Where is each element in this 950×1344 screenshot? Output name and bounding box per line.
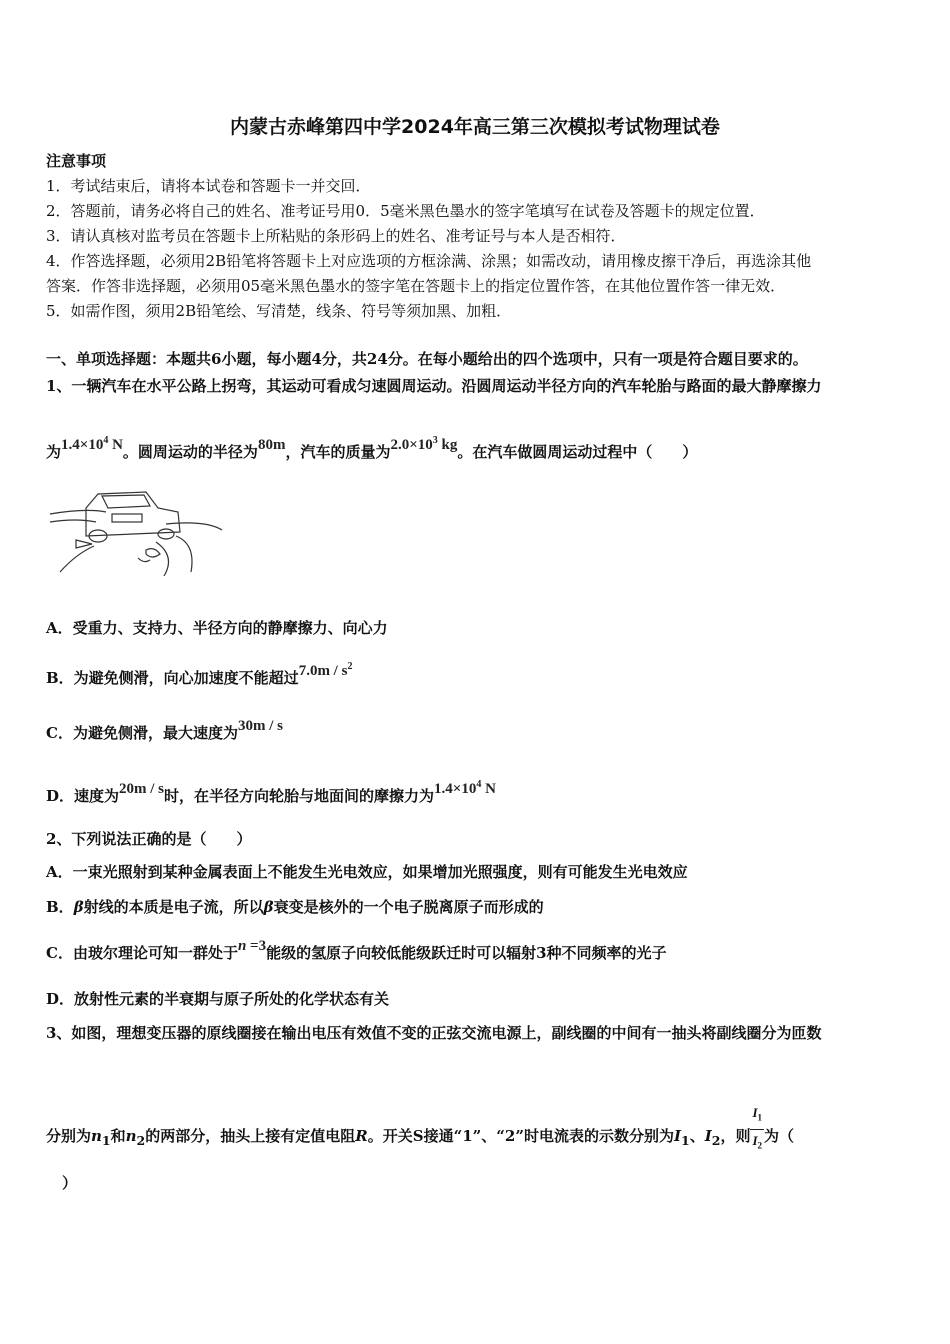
- q1-stem-line2: [46, 435, 698, 464]
- math-exp: 4: [103, 435, 109, 446]
- q3-var: n: [125, 1127, 137, 1146]
- q1-optd-speed: 20m / s: [119, 781, 165, 797]
- frac-var: I: [752, 1132, 758, 1148]
- notice-item: 4．作答选择题，必须用2B铅笔将答题卡上对应选项的方框涂满、涂黑；如需改动，请用橡皮擦干净后，再选涂其他: [46, 252, 812, 270]
- beta-symbol: β: [263, 898, 274, 916]
- q1-force-value: [61, 437, 123, 453]
- q1-text: ，汽车的质量为: [285, 443, 391, 461]
- q3-close-paren: ）: [62, 1174, 78, 1192]
- q1-mass-value: [390, 437, 457, 453]
- frac-var: I: [752, 1105, 758, 1120]
- q1-text: 为: [46, 443, 62, 461]
- q3-sub: 2: [136, 1133, 146, 1149]
- math-unit: N: [481, 781, 496, 797]
- q3-sub: 2: [711, 1133, 721, 1149]
- option-text: C．为避免侧滑，最大速度为: [46, 724, 238, 742]
- notice-item: 答案．作答非选择题，必须用05毫米黑色墨水的签字笔在答题卡上的指定位置作答，在其他位置作答一律无效．: [46, 277, 786, 295]
- q2-option-d: D．放射性元素的半衰期与原子所处的化学状态有关: [46, 990, 390, 1008]
- q3-text: 和: [110, 1127, 126, 1146]
- q1-stem: 1、一辆汽车在水平公路上拐弯，其运动可看成匀速圆周运动。沿圆周运动半径方向的汽车轮胎与路面的最大静摩擦力: [46, 377, 822, 395]
- option-text: 衰变是核外的一个电子脱离原子而形成的: [273, 898, 544, 916]
- math-text: =3: [246, 938, 267, 954]
- q3-sub: 1: [101, 1133, 111, 1149]
- q3-text: 为（: [764, 1127, 795, 1146]
- frac-numerator: [750, 1102, 764, 1130]
- section-heading: 一、单项选择题：本题共6小题，每小题4分，共24分。在每小题给出的四个选项中，只有一项是符合题目要求的。: [46, 350, 808, 368]
- notice-item: 2．答题前，请务必将自己的姓名、准考证号用0．5毫米黑色墨水的签字笔填写在试卷及答题卡的规定位置．: [46, 202, 765, 220]
- notice-item: 5．如需作图，须用2B铅笔绘、写清楚，线条、符号等须加黑、加粗．: [46, 302, 512, 320]
- frac-sub: 2: [757, 1140, 763, 1151]
- q2-option-a: A．一束光照射到某种金属表面上不能发生光电效应，如果增加光照强度，则有可能发生光电效应: [46, 863, 688, 881]
- math-exp: 2: [347, 661, 353, 672]
- option-text: B．: [46, 898, 74, 916]
- math-text: 1.4×10: [434, 781, 477, 797]
- q3-text: 的两部分，抽头上接有定值电阻: [145, 1127, 356, 1146]
- q3-text: 、: [689, 1127, 705, 1146]
- q1-option-c: [46, 718, 283, 745]
- q3-text: 分别为: [46, 1127, 92, 1146]
- q3-var: R: [355, 1127, 368, 1146]
- math-text: 7.0m / s: [298, 663, 348, 679]
- math-unit: kg: [437, 437, 458, 453]
- q3-var: I: [673, 1127, 681, 1146]
- q1-option-d: [46, 779, 496, 808]
- math-text: 2.0×10: [390, 437, 433, 453]
- q1-option-a: A．受重力、支持力、半径方向的静摩擦力、向心力: [46, 619, 388, 637]
- math-text: 1.4×10: [61, 437, 104, 453]
- page-title: 内蒙古赤峰第四中学2024年高三第三次模拟考试物理试卷: [230, 116, 720, 138]
- q1-text: 。圆周运动的半径为: [122, 443, 258, 461]
- notice-item: 3．请认真核对监考员在答题卡上所粘贴的条形码上的姓名、准考证号与本人是否相符．: [46, 227, 626, 245]
- option-text: B．为避免侧滑，向心加速度不能超过: [46, 669, 299, 687]
- math-exp: 3: [432, 435, 438, 446]
- frac-sub: 1: [757, 1112, 763, 1123]
- q1-optb-value: [299, 663, 353, 679]
- notice-heading: 注意事项: [46, 152, 107, 170]
- q3-text: ，则: [720, 1127, 751, 1146]
- q2-n-value: [238, 938, 266, 954]
- q1-text: 。在汽车做圆周运动过程中（ ）: [457, 443, 698, 461]
- q3-var: I: [704, 1127, 712, 1146]
- option-text: 射线的本质是电子流，所以: [83, 898, 264, 916]
- q3-sub: 1: [681, 1133, 690, 1149]
- math-var: n: [237, 938, 247, 954]
- option-text: C．由玻尔理论可知一群处于: [46, 944, 238, 962]
- q2-option-c: [46, 938, 667, 965]
- notice-item: 1．考试结束后，请将本试卷和答题卡一并交回．: [46, 177, 371, 195]
- q1-optc-value: 30m / s: [237, 718, 283, 734]
- math-exp: 4: [476, 779, 482, 790]
- q3-var: n: [91, 1127, 102, 1146]
- beta-symbol: β: [73, 898, 84, 916]
- option-text: 时，在半径方向轮胎与地面间的摩擦力为: [164, 787, 435, 805]
- q2-option-b: [46, 896, 544, 918]
- option-text: 能级的氢原子向较低能级跃迁时可以辐射3种不同频率的光子: [266, 944, 667, 962]
- q3-stem-line2: [46, 1105, 795, 1164]
- q1-option-b: [46, 661, 353, 690]
- q3-stem: 3、如图，理想变压器的原线圈接在输出电压有效值不变的正弦交流电源上，副线圈的中间有一抽头将副线圈分为匝数: [46, 1024, 822, 1042]
- frac-denominator: [750, 1130, 764, 1157]
- math-unit: N: [108, 437, 123, 453]
- option-text: D．速度为: [46, 787, 120, 805]
- car-turning-illustration: [46, 484, 228, 580]
- q3-text: 。开关S接通“1”、“2”时电流表的示数分别为: [367, 1127, 674, 1146]
- q1-optd-force: [434, 781, 496, 797]
- q1-radius-value: 80m: [257, 437, 286, 453]
- q2-stem: 2、下列说法正确的是（ ）: [46, 830, 252, 848]
- q3-current-ratio: [750, 1102, 764, 1156]
